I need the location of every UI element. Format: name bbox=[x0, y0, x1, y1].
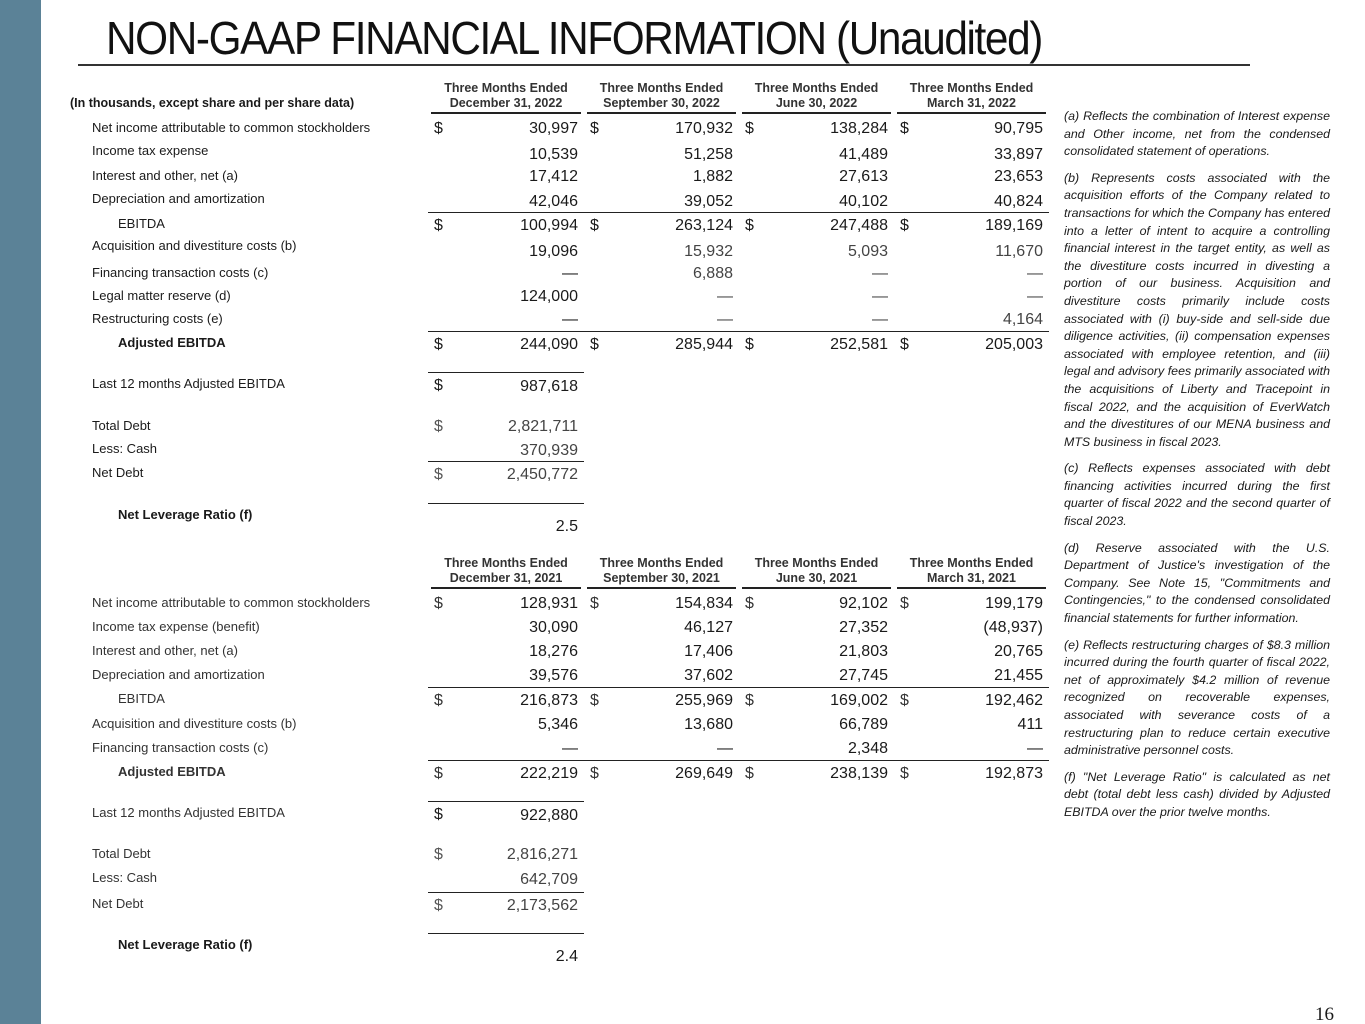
value-cell bbox=[739, 667, 894, 689]
value-cell bbox=[894, 168, 1049, 190]
value-cell bbox=[428, 643, 584, 665]
value-cell bbox=[739, 288, 894, 310]
column-header-line1: Three Months Ended bbox=[754, 81, 879, 95]
value-cell bbox=[584, 595, 739, 617]
column-header-line2: March 31, 2022 bbox=[927, 96, 1016, 110]
row-label: Total Debt bbox=[92, 846, 151, 861]
table-row bbox=[0, 764, 1050, 788]
ltm-adjusted-ebitda-row bbox=[0, 805, 1050, 829]
footnote-f: (f) "Net Leverage Ratio" is calculated as net debt (total debt less cash) divided by Adjusted EBITDA over the prior twelve months. bbox=[1064, 769, 1330, 819]
value-cell bbox=[894, 716, 1049, 738]
value-cell bbox=[894, 760, 1049, 782]
row-label: Net income attributable to common stockholders bbox=[92, 595, 371, 610]
row-label: Interest and other, net (a) bbox=[92, 643, 238, 658]
table-row bbox=[0, 143, 1050, 167]
value: 20,765 bbox=[994, 643, 1043, 660]
column-header-line1: Three Months Ended bbox=[444, 81, 568, 95]
row-label: Interest and other, net (a) bbox=[92, 168, 238, 183]
value: — bbox=[872, 265, 888, 282]
column-header-line1: Three Months Ended bbox=[599, 556, 724, 570]
row-label: Income tax expense bbox=[92, 143, 209, 158]
value: 37,602 bbox=[684, 667, 733, 684]
row-label: EBITDA bbox=[118, 216, 165, 231]
value-cell bbox=[739, 311, 894, 333]
value: 41,489 bbox=[839, 146, 888, 163]
value-cell bbox=[739, 265, 894, 287]
column-header-line1: Three Months Ended bbox=[444, 556, 568, 570]
value: 244,090 bbox=[520, 336, 578, 353]
currency-symbol: $ bbox=[434, 377, 443, 394]
column-header bbox=[739, 81, 894, 111]
value-cell bbox=[894, 191, 1049, 213]
value-cell bbox=[739, 687, 894, 709]
currency-symbol: $ bbox=[590, 336, 599, 353]
net-debt-row bbox=[0, 465, 1050, 489]
table-row bbox=[0, 168, 1050, 192]
value: 205,003 bbox=[985, 336, 1043, 353]
value: 5,093 bbox=[847, 243, 888, 260]
value-cell bbox=[894, 212, 1049, 234]
value-cell bbox=[428, 892, 584, 914]
column-header-line2: September 30, 2022 bbox=[603, 96, 720, 110]
column-header bbox=[584, 81, 739, 111]
header-underline bbox=[742, 587, 891, 589]
value-cell bbox=[894, 120, 1049, 142]
table-row bbox=[0, 595, 1050, 619]
table-row bbox=[0, 216, 1050, 240]
value: 66,789 bbox=[839, 716, 888, 733]
value-cell bbox=[739, 212, 894, 234]
value: 19,096 bbox=[529, 243, 578, 260]
value: — bbox=[562, 311, 578, 328]
table-row bbox=[0, 265, 1050, 289]
value-cell bbox=[894, 740, 1049, 762]
value: 33,897 bbox=[994, 146, 1043, 163]
value: — bbox=[1027, 288, 1043, 305]
value: 138,284 bbox=[830, 120, 888, 137]
row-label: Legal matter reserve (d) bbox=[92, 288, 231, 303]
value-cell bbox=[894, 667, 1049, 689]
value: 27,745 bbox=[839, 667, 888, 684]
row-label: Less: Cash bbox=[92, 870, 158, 885]
value-cell bbox=[584, 311, 739, 333]
value-cell bbox=[584, 212, 739, 234]
value-cell bbox=[894, 643, 1049, 665]
currency-symbol: $ bbox=[434, 806, 443, 823]
value: 987,618 bbox=[520, 378, 578, 395]
value-cell bbox=[584, 238, 739, 260]
value: 247,488 bbox=[830, 217, 888, 234]
currency-symbol: $ bbox=[900, 765, 909, 782]
value-cell bbox=[894, 265, 1049, 287]
value: 17,406 bbox=[684, 643, 733, 660]
column-header-line2: March 31, 2021 bbox=[927, 571, 1016, 585]
value: 269,649 bbox=[675, 765, 733, 782]
value-cell bbox=[428, 418, 584, 440]
value-cell bbox=[584, 619, 739, 641]
value-cell bbox=[739, 740, 894, 762]
column-header-line2: June 30, 2021 bbox=[775, 571, 858, 585]
value: 40,102 bbox=[839, 193, 888, 210]
value: 46,127 bbox=[684, 619, 733, 636]
currency-symbol: $ bbox=[434, 217, 443, 234]
value: 263,124 bbox=[675, 217, 733, 234]
value: 30,997 bbox=[529, 120, 578, 137]
value: 170,932 bbox=[675, 120, 733, 137]
value: 30,090 bbox=[529, 619, 578, 636]
value: — bbox=[1027, 265, 1043, 282]
value: 40,824 bbox=[994, 193, 1043, 210]
value: — bbox=[872, 311, 888, 328]
footnote-a: (a) Reflects the combination of Interest expense and Other income, net from the condensed consolidated statement of operations. bbox=[1064, 109, 1330, 159]
footnote-b: (b) Represents costs associated with the acquisition efforts of the Company related to transactions for which the Company has entered into a letter of intent to acquire a controlling financial interest in the target entity, as well as the divestiture costs incurred in divesting a portion of our business. Acquisition and divestiture costs primarily include costs associated with (i) buy-side and sell-side due diligence activities, (ii) compensation expenses associated with employee retention, and (iii) legal and advisory fees primarily associated with the acquisitions of Liberty and Tracepoint in fiscal 2022, and the acquisition of EverWatch and the divestitures of our MENA business and MTS business in fiscal 2023. bbox=[1064, 170, 1330, 449]
value: 18,276 bbox=[529, 643, 578, 660]
currency-symbol: $ bbox=[745, 692, 754, 709]
currency-symbol: $ bbox=[434, 765, 443, 782]
value: 13,680 bbox=[684, 716, 733, 733]
value-cell bbox=[428, 265, 584, 287]
currency-symbol: $ bbox=[745, 765, 754, 782]
column-header-line2: June 30, 2022 bbox=[775, 96, 858, 110]
row-label: Financing transaction costs (c) bbox=[92, 740, 269, 755]
value: 11,670 bbox=[995, 243, 1043, 260]
value: 411 bbox=[1017, 716, 1043, 733]
currency-symbol: $ bbox=[590, 765, 599, 782]
value-cell bbox=[428, 740, 584, 762]
value: 51,258 bbox=[684, 146, 733, 163]
value: 6,888 bbox=[692, 265, 733, 282]
value-cell bbox=[584, 687, 739, 709]
value: 2,821,711 bbox=[508, 418, 578, 435]
column-header-line2: September 30, 2021 bbox=[603, 571, 720, 585]
value: 2,173,562 bbox=[506, 897, 578, 914]
row-label: Less: Cash bbox=[92, 441, 158, 456]
value-cell bbox=[739, 716, 894, 738]
value: 238,139 bbox=[830, 765, 888, 782]
row-label: Depreciation and amortization bbox=[92, 667, 265, 682]
value: 23,653 bbox=[994, 168, 1043, 185]
value: — bbox=[562, 740, 578, 757]
value-cell bbox=[584, 168, 739, 190]
less-cash-row bbox=[0, 870, 1050, 894]
value-cell bbox=[739, 120, 894, 142]
value: 39,052 bbox=[684, 193, 733, 210]
value-cell bbox=[428, 331, 584, 353]
row-label: Restructuring costs (e) bbox=[92, 311, 223, 326]
value-cell bbox=[739, 595, 894, 617]
value-cell bbox=[428, 168, 584, 190]
value: 5,346 bbox=[537, 716, 578, 733]
column-header-line1: Three Months Ended bbox=[909, 556, 1034, 570]
row-label: Financing transaction costs (c) bbox=[92, 265, 269, 280]
currency-symbol: $ bbox=[590, 692, 599, 709]
value: (48,937) bbox=[983, 619, 1043, 636]
value-cell bbox=[739, 168, 894, 190]
currency-symbol: $ bbox=[900, 217, 909, 234]
value-cell bbox=[428, 619, 584, 641]
value: 92,102 bbox=[839, 595, 888, 612]
value: 2,816,271 bbox=[506, 846, 578, 863]
value: 199,179 bbox=[985, 595, 1043, 612]
value: 4,164 bbox=[1002, 311, 1043, 328]
value: 154,834 bbox=[675, 595, 733, 612]
currency-symbol: $ bbox=[434, 418, 443, 435]
total-debt-row bbox=[0, 418, 1050, 442]
value-cell bbox=[584, 120, 739, 142]
value: — bbox=[717, 311, 733, 328]
header-underline bbox=[897, 587, 1046, 589]
currency-symbol: $ bbox=[590, 595, 599, 612]
currency-symbol: $ bbox=[434, 120, 443, 137]
currency-symbol: $ bbox=[745, 217, 754, 234]
table-row bbox=[0, 691, 1050, 715]
currency-symbol: $ bbox=[434, 692, 443, 709]
value: 922,880 bbox=[520, 807, 578, 824]
column-header bbox=[428, 81, 584, 111]
value-cell bbox=[739, 331, 894, 353]
value: 216,873 bbox=[520, 692, 578, 709]
value: 255,969 bbox=[675, 692, 733, 709]
currency-symbol: $ bbox=[434, 846, 443, 863]
value-cell bbox=[894, 595, 1049, 617]
value: 15,932 bbox=[684, 243, 733, 260]
header-underline bbox=[742, 112, 891, 114]
row-label: Net Leverage Ratio (f) bbox=[118, 937, 253, 952]
value-cell bbox=[584, 740, 739, 762]
net-debt-row bbox=[0, 896, 1050, 920]
value: 128,931 bbox=[520, 595, 578, 612]
value: 192,873 bbox=[985, 765, 1043, 782]
value-cell bbox=[428, 441, 584, 463]
column-header bbox=[428, 556, 584, 586]
value-cell bbox=[428, 846, 584, 868]
footnotes bbox=[1064, 108, 1330, 831]
value-cell bbox=[428, 687, 584, 709]
value: 2,348 bbox=[847, 740, 888, 757]
value: 21,803 bbox=[839, 643, 888, 660]
total-debt-row bbox=[0, 846, 1050, 870]
value-cell bbox=[894, 619, 1049, 641]
value-cell bbox=[584, 143, 739, 165]
column-header-line2: December 31, 2021 bbox=[449, 571, 563, 585]
row-label: Net income attributable to common stockholders bbox=[92, 120, 371, 135]
value: 2.4 bbox=[555, 948, 578, 965]
table-row bbox=[0, 120, 1050, 144]
table-row bbox=[0, 288, 1050, 312]
column-header bbox=[584, 556, 739, 586]
table-row bbox=[0, 716, 1050, 740]
value-cell bbox=[428, 870, 584, 892]
table-row bbox=[0, 335, 1050, 359]
unit-note: (In thousands, except share and per share data) bbox=[70, 96, 355, 110]
value: 370,939 bbox=[520, 442, 578, 459]
value-cell bbox=[428, 461, 584, 483]
currency-symbol: $ bbox=[900, 120, 909, 137]
currency-symbol: $ bbox=[434, 336, 443, 353]
value-cell bbox=[428, 311, 584, 333]
row-label: Income tax expense (benefit) bbox=[92, 619, 260, 634]
currency-symbol: $ bbox=[434, 595, 443, 612]
row-label: Adjusted EBITDA bbox=[118, 335, 226, 350]
value-cell bbox=[584, 331, 739, 353]
header-underline bbox=[587, 587, 736, 589]
header-underline bbox=[431, 587, 581, 589]
value-cell bbox=[584, 191, 739, 213]
column-header-line1: Three Months Ended bbox=[909, 81, 1034, 95]
value: 90,795 bbox=[994, 120, 1043, 137]
currency-symbol: $ bbox=[434, 466, 443, 483]
footnote-d: (d) Reserve associated with the U.S. Department of Justice's investigation of the Company. See Note 15, "Commitments and Contingencies," to the condensed consolidated financial statements for further information. bbox=[1064, 540, 1330, 626]
value: 100,994 bbox=[520, 217, 578, 234]
value: — bbox=[872, 288, 888, 305]
value-cell bbox=[428, 372, 584, 394]
title-underline bbox=[78, 64, 1250, 66]
row-label: Adjusted EBITDA bbox=[118, 764, 226, 779]
value: — bbox=[717, 288, 733, 305]
currency-symbol: $ bbox=[745, 595, 754, 612]
value-cell bbox=[428, 595, 584, 617]
value-cell bbox=[584, 760, 739, 782]
value-cell bbox=[428, 716, 584, 738]
header-underline bbox=[897, 112, 1046, 114]
page-title: NON-GAAP FINANCIAL INFORMATION (Unaudited) bbox=[106, 12, 1042, 64]
value-cell bbox=[584, 288, 739, 310]
row-label: Net Debt bbox=[92, 465, 144, 480]
row-label: Total Debt bbox=[92, 418, 151, 433]
table-row bbox=[0, 238, 1050, 262]
value-cell bbox=[739, 619, 894, 641]
value: 169,002 bbox=[830, 692, 888, 709]
ltm-adjusted-ebitda-row bbox=[0, 376, 1050, 400]
value-cell bbox=[584, 716, 739, 738]
value-cell bbox=[584, 667, 739, 689]
value: — bbox=[562, 265, 578, 282]
row-label: Acquisition and divestiture costs (b) bbox=[92, 716, 297, 731]
page-number: 16 bbox=[1315, 1004, 1334, 1024]
column-header bbox=[894, 556, 1049, 586]
value-cell bbox=[584, 265, 739, 287]
value-cell bbox=[428, 667, 584, 689]
value: 10,539 bbox=[529, 146, 578, 163]
value: 642,709 bbox=[520, 871, 578, 888]
value: 17,412 bbox=[529, 168, 578, 185]
footnote-c: (c) Reflects expenses associated with debt financing activities incurred during the first quarter of fiscal 2022 and the second quarter of fiscal 2023. bbox=[1064, 461, 1330, 529]
column-header bbox=[739, 556, 894, 586]
row-label: Last 12 months Adjusted EBITDA bbox=[92, 376, 285, 391]
value-cell bbox=[428, 143, 584, 165]
row-label: Net Debt bbox=[92, 896, 144, 911]
value: 27,352 bbox=[839, 619, 888, 636]
value: 124,000 bbox=[520, 288, 578, 305]
value-cell bbox=[894, 143, 1049, 165]
row-label: Net Leverage Ratio (f) bbox=[118, 507, 253, 522]
currency-symbol: $ bbox=[745, 120, 754, 137]
value: 39,576 bbox=[529, 667, 578, 684]
value-cell bbox=[739, 238, 894, 260]
header-underline bbox=[431, 112, 581, 114]
value-cell bbox=[428, 760, 584, 782]
value: — bbox=[717, 740, 733, 757]
value-cell bbox=[739, 143, 894, 165]
row-label: Last 12 months Adjusted EBITDA bbox=[92, 805, 285, 820]
net-leverage-ratio-row bbox=[0, 937, 1050, 965]
value-cell bbox=[894, 288, 1049, 310]
currency-symbol: $ bbox=[900, 336, 909, 353]
value-cell bbox=[428, 801, 584, 823]
currency-symbol: $ bbox=[745, 336, 754, 353]
value-cell bbox=[739, 643, 894, 665]
value: 1,882 bbox=[692, 168, 733, 185]
value-cell bbox=[428, 503, 584, 535]
value-cell bbox=[428, 212, 584, 234]
currency-symbol: $ bbox=[590, 120, 599, 137]
value: — bbox=[1027, 740, 1043, 757]
column-header-line2: December 31, 2022 bbox=[449, 96, 563, 110]
table-row bbox=[0, 619, 1050, 643]
value: 252,581 bbox=[830, 336, 888, 353]
value: 285,944 bbox=[675, 336, 733, 353]
value: 2,450,772 bbox=[506, 466, 578, 483]
value-cell bbox=[428, 191, 584, 213]
footnote-e: (e) Reflects restructuring charges of $8.3 million incurred during the fourth quarter of fiscal 2022, net of approximately $4.2 million of revenue recognized on recoverable expenses, associated with severance costs of a restructuring plan to reduce certain executive administrative personnel costs. bbox=[1064, 637, 1330, 758]
column-header-line1: Three Months Ended bbox=[599, 81, 724, 95]
table-row bbox=[0, 643, 1050, 667]
value: 42,046 bbox=[529, 193, 578, 210]
value-cell bbox=[428, 933, 584, 965]
row-label: Acquisition and divestiture costs (b) bbox=[92, 238, 297, 253]
value-cell bbox=[739, 760, 894, 782]
value-cell bbox=[428, 238, 584, 260]
currency-symbol: $ bbox=[434, 897, 443, 914]
row-label: EBITDA bbox=[118, 691, 165, 706]
value: 27,613 bbox=[839, 168, 888, 185]
value: 189,169 bbox=[985, 217, 1043, 234]
value-cell bbox=[894, 687, 1049, 709]
value-cell bbox=[894, 331, 1049, 353]
value-cell bbox=[428, 120, 584, 142]
header-underline bbox=[587, 112, 736, 114]
value: 222,219 bbox=[520, 765, 578, 782]
value-cell bbox=[894, 238, 1049, 260]
currency-symbol: $ bbox=[590, 217, 599, 234]
value-cell bbox=[428, 288, 584, 310]
value: 2.5 bbox=[555, 518, 578, 535]
value-cell bbox=[739, 191, 894, 213]
net-leverage-ratio-row bbox=[0, 507, 1050, 535]
value-cell bbox=[584, 643, 739, 665]
column-header bbox=[894, 81, 1049, 111]
currency-symbol: $ bbox=[900, 595, 909, 612]
value-cell bbox=[894, 311, 1049, 333]
column-header-line1: Three Months Ended bbox=[754, 556, 879, 570]
row-label: Depreciation and amortization bbox=[92, 191, 265, 206]
currency-symbol: $ bbox=[900, 692, 909, 709]
value: 21,455 bbox=[994, 667, 1043, 684]
value: 192,462 bbox=[985, 692, 1043, 709]
